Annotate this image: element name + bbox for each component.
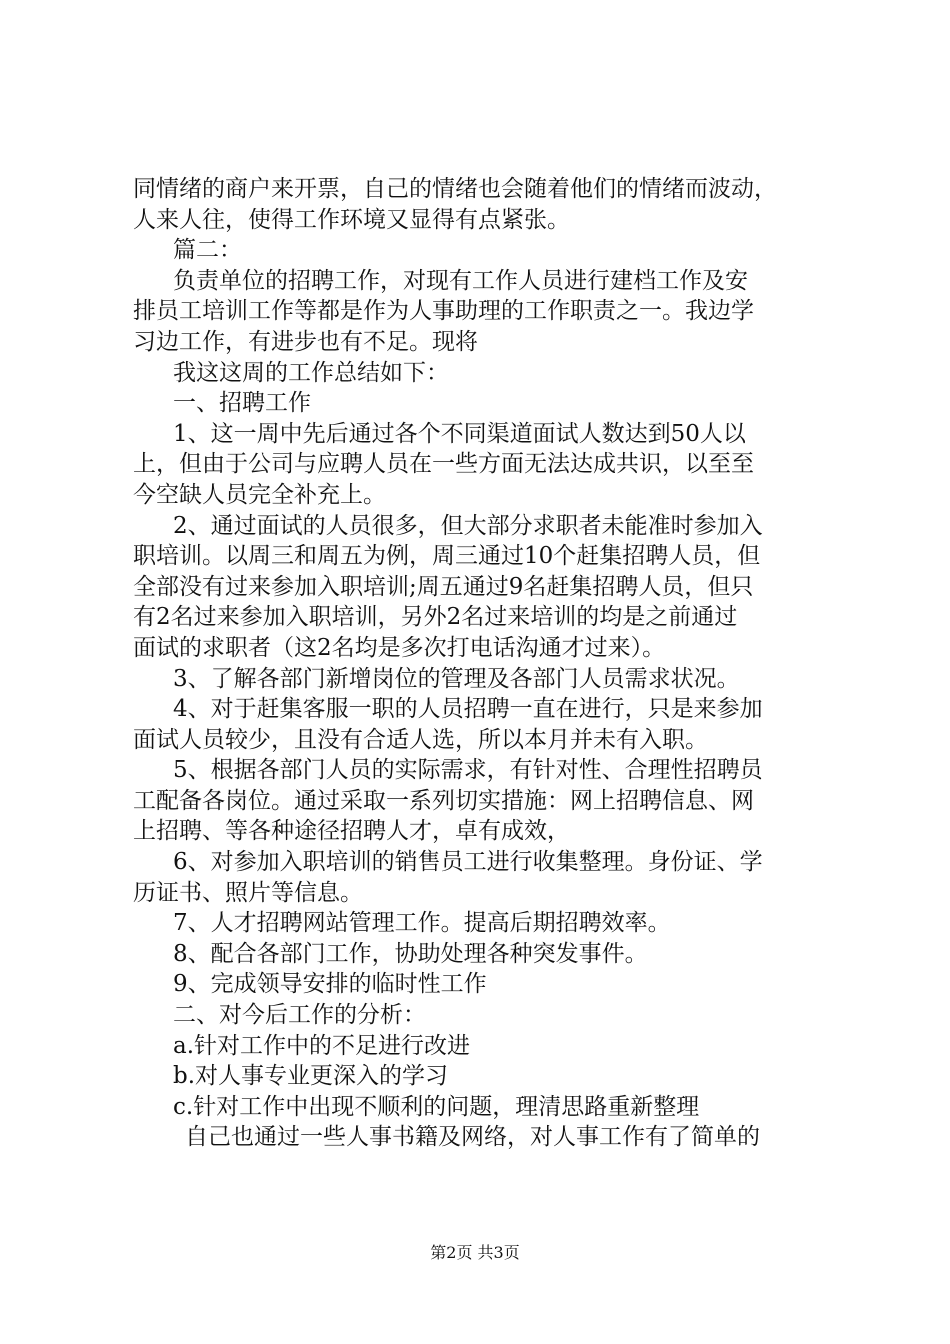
text-line: 自己也通过一些人事书籍及网络，对人事工作有了简单的 — [185, 1124, 760, 1151]
document-body — [133, 174, 833, 1153]
list-item: 3、了解各部门新增岗位的管理及各部门人员需求状况。 — [173, 665, 740, 692]
list-item: 8、配合各部门工作，协助处理各种突发事件。 — [173, 940, 648, 967]
list-item: a.针对工作中的不足进行改进 — [173, 1032, 471, 1059]
text-line: 今空缺人员完全补充上。 — [133, 481, 386, 508]
list-item: 6、对参加入职培训的销售员工进行收集整理。身份证、学 — [173, 849, 763, 876]
text-line: 面试的求职者（这2名均是多次打电话沟通才过来）。 — [133, 634, 666, 661]
section-heading: 一、招聘工作 — [173, 390, 311, 417]
text-line: 负责单位的招聘工作，对现有工作人员进行建档工作及安 — [173, 267, 748, 294]
text-line: 面试人员较少，且没有合适人选，所以本月并未有入职。 — [133, 726, 708, 753]
text-line: 人来人往，使得工作环境又显得有点紧张。 — [133, 206, 570, 233]
text-line: 职培训。以周三和周五为例，周三通过10个赶集招聘人员，但 — [133, 543, 761, 570]
text-line: 上，但由于公司与应聘人员在一些方面无法达成共识，以至至 — [133, 451, 754, 478]
list-item: 1、这一周中先后通过各个不同渠道面试人数达到50人以 — [173, 420, 746, 447]
text-line: 有2名过来参加入职培训，另外2名过来培训的均是之前通过 — [133, 604, 738, 631]
page-footer: 第2页 共3页 — [430, 1243, 520, 1262]
text-line: 同情绪的商户来开票，自己的情绪也会随着他们的情绪而波动， — [133, 176, 777, 202]
list-item: b.对人事专业更深入的学习 — [173, 1063, 449, 1090]
list-item: c.针对工作中出现不顺利的问题，理清思路重新整理 — [173, 1093, 700, 1120]
text-line: 全部没有过来参加入职培训;周五通过9名赶集招聘人员，但只 — [133, 573, 754, 600]
text-line: 工配备各岗位。通过采取一系列切实措施：网上招聘信息、网 — [133, 787, 754, 814]
text-line: 习边工作，有进步也有不足。现将 — [133, 328, 478, 355]
list-item: 9、完成领导安排的临时性工作 — [173, 971, 487, 998]
list-item: 2、通过面试的人员很多，但大部分求职者未能准时参加入 — [173, 512, 763, 539]
text-line: 排员工培训工作等都是作为人事助理的工作职责之一。我边学 — [133, 298, 754, 325]
list-item: 4、对于赶集客服一职的人员招聘一直在进行，只是来参加 — [173, 696, 763, 723]
section-heading: 二、对今后工作的分析： — [173, 1002, 426, 1029]
text-line: 上招聘、等各种途径招聘人才，卓有成效， — [133, 818, 570, 845]
section-heading: 篇二： — [173, 237, 242, 264]
text-line: 我这这周的工作总结如下： — [173, 359, 449, 386]
text-line: 历证书、照片等信息。 — [133, 879, 363, 906]
list-item: 7、人才招聘网站管理工作。提高后期招聘效率。 — [173, 910, 671, 937]
list-item: 5、根据各部门人员的实际需求，有针对性、合理性招聘员 — [173, 757, 763, 784]
